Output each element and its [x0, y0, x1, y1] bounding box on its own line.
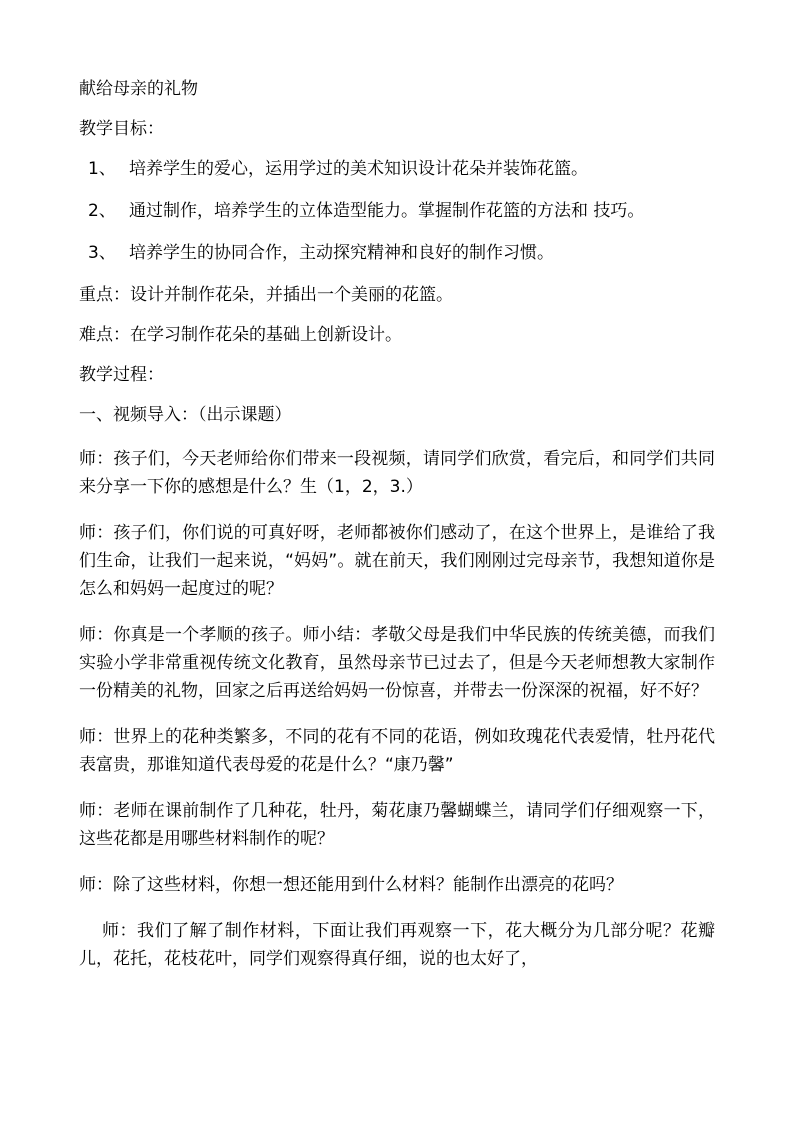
paragraph: 师：我们了解了制作材料，下面让我们再观察一下，花大概分为几部分呢？花瓣儿，花托，花枝花叶，同学们观察得真仔细，说的也太好了， [79, 921, 715, 969]
objective-item [79, 159, 715, 179]
objective-text: 培养学生的协同合作，主动探究精神和良好的制作习惯。 [129, 243, 554, 263]
paragraph: 师：孩子们，你们说的可真好呀，老师都被你们感动了，在这个世界上，是谁给了我们生命，让我们一起来说，“妈妈”。就在前天，我们刚刚过完母亲节，我想知道你是怎么和妈妈一起度过的呢？ [79, 523, 715, 599]
objective-text: 培养学生的爱心，运用学过的美术知识设计花朵并装饰花篮。 [129, 159, 588, 179]
objective-text: 通过制作，培养学生的立体造型能力。掌握制作花篮的方法和 技巧。 [129, 201, 645, 221]
objective-number: 2、 [88, 201, 116, 221]
objective-number: 1、 [88, 159, 116, 179]
objective-number: 3、 [88, 243, 116, 263]
difficulty: 难点：在学习制作花朵的基础上创新设计。 [79, 325, 402, 345]
paragraph: 师：世界上的花种类繁多，不同的花有不同的花语，例如玫瑰花代表爱情，牡丹花代表富贵，那谁知道代表母爱的花是什么？“康乃馨” [79, 727, 715, 775]
key-point: 重点：设计并制作花朵，并插出一个美丽的花篮。 [79, 285, 453, 305]
paragraph: 师：你真是一个孝顺的孩子。师小结：孝敬父母是我们中华民族的传统美德，而我们实验小学非常重视传统文化教育，虽然母亲节已过去了，但是今天老师想教大家制作一份精美的礼物，回家之后再送给妈妈一份惊喜，并带去一份深深的祝福，好不好？ [79, 625, 715, 701]
document-title: 献给母亲的礼物 [79, 79, 198, 99]
paragraph: 师：除了这些材料，你想一想还能用到什么材料？能制作出漂亮的花吗？ [79, 875, 623, 895]
objective-item [79, 243, 715, 263]
document-page [79, 79, 715, 991]
section-heading: 一、视频导入：（出示课题） [79, 405, 292, 425]
objective-item [79, 201, 715, 221]
paragraph: 师：孩子们，今天老师给你们带来一段视频，请同学们欣赏，看完后，和同学们共同来分享一下你的感想是什么？生（1，2，3.） [79, 449, 715, 497]
paragraph: 师：老师在课前制作了几种花，牡丹，菊花康乃馨蝴蝶兰，请同学们仔细观察一下，这些花都是用哪些材料制作的呢？ [79, 801, 715, 849]
process-heading: 教学过程： [79, 365, 164, 385]
objectives-heading: 教学目标： [79, 119, 164, 139]
